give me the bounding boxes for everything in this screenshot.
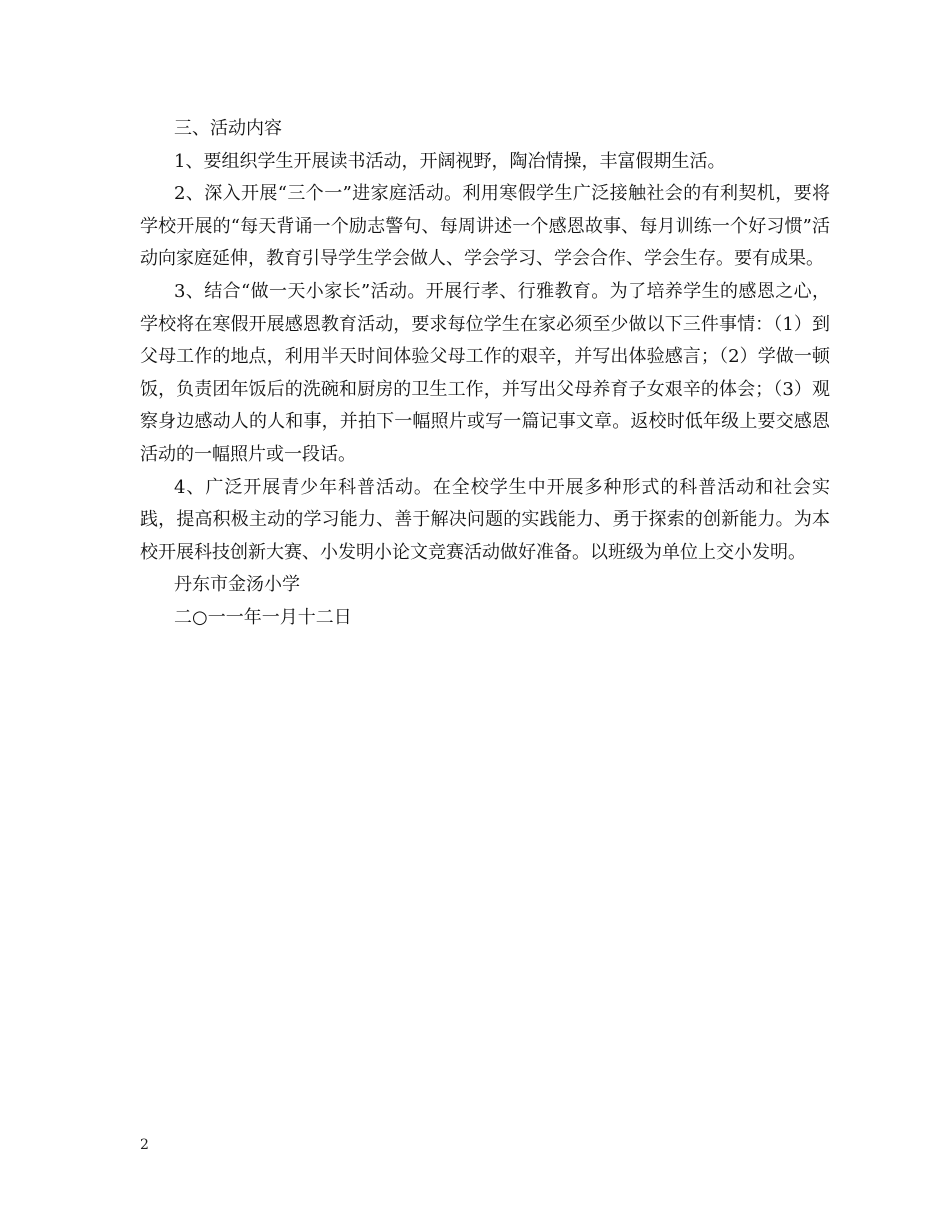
item-1-paragraph: 1、要组织学生开展读书活动，开阔视野，陶冶情操，丰富假期生活。 [174, 150, 726, 172]
section-heading: 三、活动内容 [174, 118, 282, 139]
item-3-paragraph: 3、结合“做一天小家长”活动。开展行孝、行雅教育。为了培养学生的感恩之心，学校将在寒假开展感恩教育活动，要求每位学生在家必须至少做以下三件事情：（1）到父母工作的地点，利用半天时间体验父母工作的艰辛，并写出体验感言；（2）学做一顿饭，负责团年饭后的洗碗和厨房的卫生工作，并写出父母养育子女艰辛的体会；（3）观察身边感动人的人和事，并拍下一幅照片或写一篇记事文章。返校时低年级上要交感恩活动的一幅照片或一段话。 [140, 280, 830, 465]
signature-organization: 丹东市金汤小学 [174, 574, 300, 596]
item-2-paragraph: 2、深入开展“三个一”进家庭活动。利用寒假学生广泛接触社会的有利契机，要将学校开展的“每天背诵一个励志警句、每周讲述一个感恩故事、每月训练一个好习惯”活动向家庭延伸，教育引导学生学会做人、学会学习、学会合作、学会生存。要有成果。 [140, 183, 830, 270]
signature-date: 二○一一年一月十二日 [174, 606, 352, 628]
page-number: 2 [140, 1137, 149, 1153]
item-4-paragraph: 4、广泛开展青少年科普活动。在全校学生中开展多种形式的科普活动和社会实践，提高积极主动的学习能力、善于解决问题的实践能力、勇于探索的创新能力。为本校开展科技创新大赛、小发明小论文竞赛活动做好准备。以班级为单位上交小发明。 [140, 476, 830, 563]
document-body [140, 113, 830, 635]
